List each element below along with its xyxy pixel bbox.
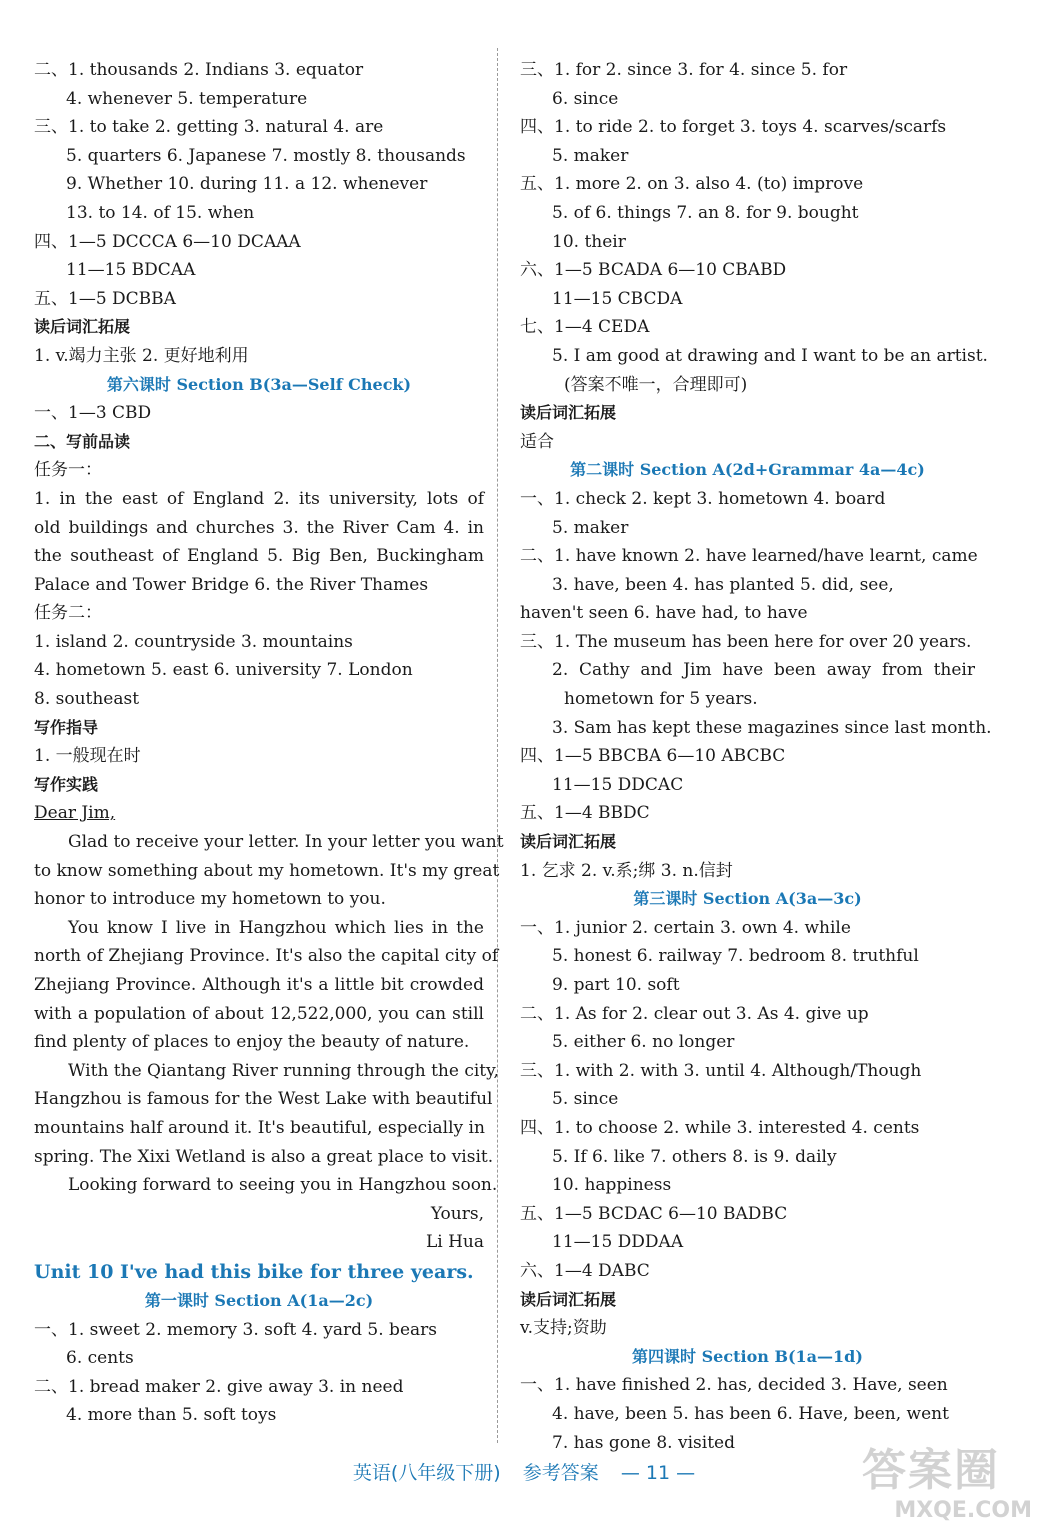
answer-line: 一、1—3 CBD <box>34 403 152 424</box>
answer-line: 六、1—5 BCADA 6—10 CBABD <box>520 260 787 281</box>
answer-line: 5. honest 6. railway 7. bedroom 8. truthful <box>552 946 919 967</box>
watermark-logo-text: 答案圈 <box>862 1445 1000 1496</box>
answer-line: 一、1. sweet 2. memory 3. soft 4. yard 5. bears <box>34 1319 437 1340</box>
answer-line: hometown for 5 years. <box>564 689 758 710</box>
answer-line: 9. Whether 10. during 11. a 12. whenever <box>66 174 428 195</box>
answer-line: 5. maker <box>552 517 629 538</box>
answer-line: 一、1. have finished 2. has, decided 3. Have, seen <box>520 1375 948 1396</box>
answer-line: 4. have, been 5. has been 6. Have, been, went <box>552 1403 949 1424</box>
page-number: — 11 — <box>620 1462 696 1484</box>
answer-line: 5. If 6. like 7. others 8. is 9. daily <box>552 1146 837 1167</box>
answer-line: 二、1. As for 2. clear out 3. As 4. give up <box>520 1003 869 1024</box>
answer-line: find plenty of places to enjoy the beauty of nature. <box>34 1032 470 1053</box>
answer-line: 13. to 14. of 15. when <box>66 202 255 223</box>
answer-line: 6. cents <box>66 1348 134 1369</box>
subheading: 二、写前品读 <box>34 431 131 451</box>
answer-line: 适合 <box>520 431 554 452</box>
footer-label: 参考答案 <box>522 1462 599 1484</box>
footer-subject: 英语(八年级下册) <box>352 1462 501 1484</box>
answer-line: spring. The Xixi Wetland is also a great place to visit. <box>34 1146 494 1167</box>
answer-line: You know I live in Hangzhou which lies in the <box>68 917 484 938</box>
answer-line: 六、1—4 DABC <box>520 1260 650 1281</box>
answer-line: old buildings and churches 3. the River Cam 4. in <box>34 517 484 538</box>
answer-line: 4. more than 5. soft toys <box>66 1405 277 1426</box>
watermark <box>862 1434 1032 1526</box>
subheading: 读后词汇拓展 <box>34 317 131 337</box>
section-heading: 第一课时 Section A(1a—2c) <box>144 1290 374 1310</box>
answer-line: 四、1—5 BBCBA 6—10 ABCBC <box>520 746 786 767</box>
answer-line: 11—15 CBCDA <box>552 288 683 309</box>
answer-line: 五、1—5 BCDAC 6—10 BADBC <box>520 1203 788 1224</box>
unit-title: Unit 10 I've had this bike for three years. <box>34 1260 474 1283</box>
answer-line: 任务一： <box>34 460 102 481</box>
answer-line: honor to introduce my hometown to you. <box>34 889 386 910</box>
answer-line: 6. since <box>552 88 619 109</box>
answer-line: 五、1—5 DCBBA <box>34 288 176 309</box>
answer-line: 三、1. with 2. with 3. until 4. Although/Though <box>520 1060 922 1081</box>
answer-line: 5. I am good at drawing and I want to be an artist. <box>552 345 988 366</box>
section-heading: 第四课时 Section B(1a—1d) <box>632 1346 863 1366</box>
answer-line: 4. whenever 5. temperature <box>66 88 308 109</box>
answer-line: 三、1. The museum has been here for over 20 years. <box>520 631 972 652</box>
answer-line: 11—15 BDCAA <box>66 260 196 281</box>
answer-line: Li Hua <box>425 1232 484 1253</box>
answer-line: 10. happiness <box>552 1175 672 1196</box>
answer-line: 一、1. check 2. kept 3. hometown 4. board <box>520 488 886 509</box>
answer-line: 5. quarters 6. Japanese 7. mostly 8. thousands <box>66 145 466 166</box>
answer-line: mountains half around it. It's beautiful, especially in <box>34 1117 485 1138</box>
answer-line: 二、1. thousands 2. Indians 3. equator <box>34 60 364 80</box>
answer-line: Dear Jim, <box>34 803 116 824</box>
answer-line: 11—15 DDCAC <box>552 774 684 795</box>
left-column <box>34 56 504 1430</box>
answer-line: 4. hometown 5. east 6. university 7. London <box>34 660 413 681</box>
answer-line: 8. southeast <box>34 689 140 710</box>
answer-line: 四、1. to choose 2. while 3. interested 4. cents <box>520 1117 920 1138</box>
answer-line: north of Zhejiang Province. It's also the capital city of <box>34 946 499 967</box>
answer-line: Glad to receive your letter. In your letter you want <box>68 832 504 853</box>
column-divider <box>497 48 498 1443</box>
answer-line: 10. their <box>552 231 626 252</box>
answer-line: Zhejiang Province. Although it's a little bit crowded <box>34 975 484 995</box>
subheading: 读后词汇拓展 <box>520 1289 617 1309</box>
section-heading: 第二课时 Section A(2d+Grammar 4a—4c) <box>570 460 925 480</box>
answer-line: 5. since <box>552 1089 619 1110</box>
answer-line: 3. Sam has kept these magazines since last month. <box>552 717 992 738</box>
subheading: 读后词汇拓展 <box>520 403 617 423</box>
right-column <box>520 56 992 1457</box>
answer-line: Hangzhou is famous for the West Lake with beautiful <box>34 1089 493 1110</box>
answer-line: 二、1. have known 2. have learned/have learnt, came <box>520 546 978 567</box>
answer-line: 四、1. to ride 2. to forget 3. toys 4. scarves/scarfs <box>520 117 947 138</box>
answer-line: 7. has gone 8. visited <box>552 1432 735 1453</box>
answer-line: 1. island 2. countryside 3. mountains <box>34 631 353 652</box>
subheading: 读后词汇拓展 <box>520 832 617 852</box>
answer-line: 一、1. junior 2. certain 3. own 4. while <box>520 917 851 938</box>
answer-line: the southeast of England 5. Big Ben, Buckingham <box>34 546 484 567</box>
answer-line: 1. v.竭力主张 2. 更好地利用 <box>34 345 249 366</box>
answer-line: 七、1—4 CEDA <box>520 317 650 338</box>
answer-line: Palace and Tower Bridge 6. the River Thames <box>34 574 429 595</box>
answer-line: to know something about my hometown. It's my great <box>34 860 500 881</box>
section-heading: 第六课时 Section B(3a—Self Check) <box>106 374 412 394</box>
answer-line: 11—15 DDDAA <box>552 1232 684 1253</box>
answer-line: 5. of 6. things 7. an 8. for 9. bought <box>552 202 859 223</box>
answer-line: 3. have, been 4. has planted 5. did, see, <box>552 574 894 595</box>
answer-line: 五、1. more 2. on 3. also 4. (to) improve <box>520 174 864 195</box>
answer-line: 5. either 6. no longer <box>552 1032 735 1053</box>
answer-line: (答案不唯一，合理即可) <box>564 374 748 395</box>
answer-line: 5. maker <box>552 145 629 166</box>
answer-line: 二、1. bread maker 2. give away 3. in need <box>34 1376 404 1397</box>
answer-line: 9. part 10. soft <box>552 975 680 995</box>
answer-line: With the Qiantang River running through the city, <box>68 1060 499 1081</box>
answer-line: 任务二： <box>34 603 102 624</box>
section-heading: 第三课时 Section A(3a—3c) <box>633 889 862 909</box>
watermark-site: MXQE.COM <box>894 1498 1032 1523</box>
answer-line: 三、1. to take 2. getting 3. natural 4. are <box>34 117 384 138</box>
answer-line: 1. 一般现在时 <box>34 746 141 767</box>
answer-line: haven't seen 6. have had, to have <box>520 603 808 624</box>
answer-line: 四、1—5 DCCCA 6—10 DCAAA <box>34 231 301 252</box>
answer-line: 三、1. for 2. since 3. for 4. since 5. for <box>520 60 848 80</box>
answer-line: Yours, <box>430 1203 484 1224</box>
answer-line: Looking forward to seeing you in Hangzhou soon. <box>68 1175 498 1196</box>
answer-line: 五、1—4 BBDC <box>520 803 650 824</box>
answer-line: with a population of about 12,522,000, you can still <box>34 1003 484 1024</box>
answer-line: 1. 乞求 2. v.系;绑 3. n.信封 <box>520 860 733 881</box>
subheading: 写作指导 <box>34 717 99 737</box>
answer-line: v.支持;资助 <box>520 1318 607 1339</box>
subheading: 写作实践 <box>34 774 99 794</box>
answer-line: 1. in the east of England 2. its university, lots of <box>34 488 484 509</box>
answer-line: 2. Cathy and Jim have been away from their <box>552 660 975 681</box>
